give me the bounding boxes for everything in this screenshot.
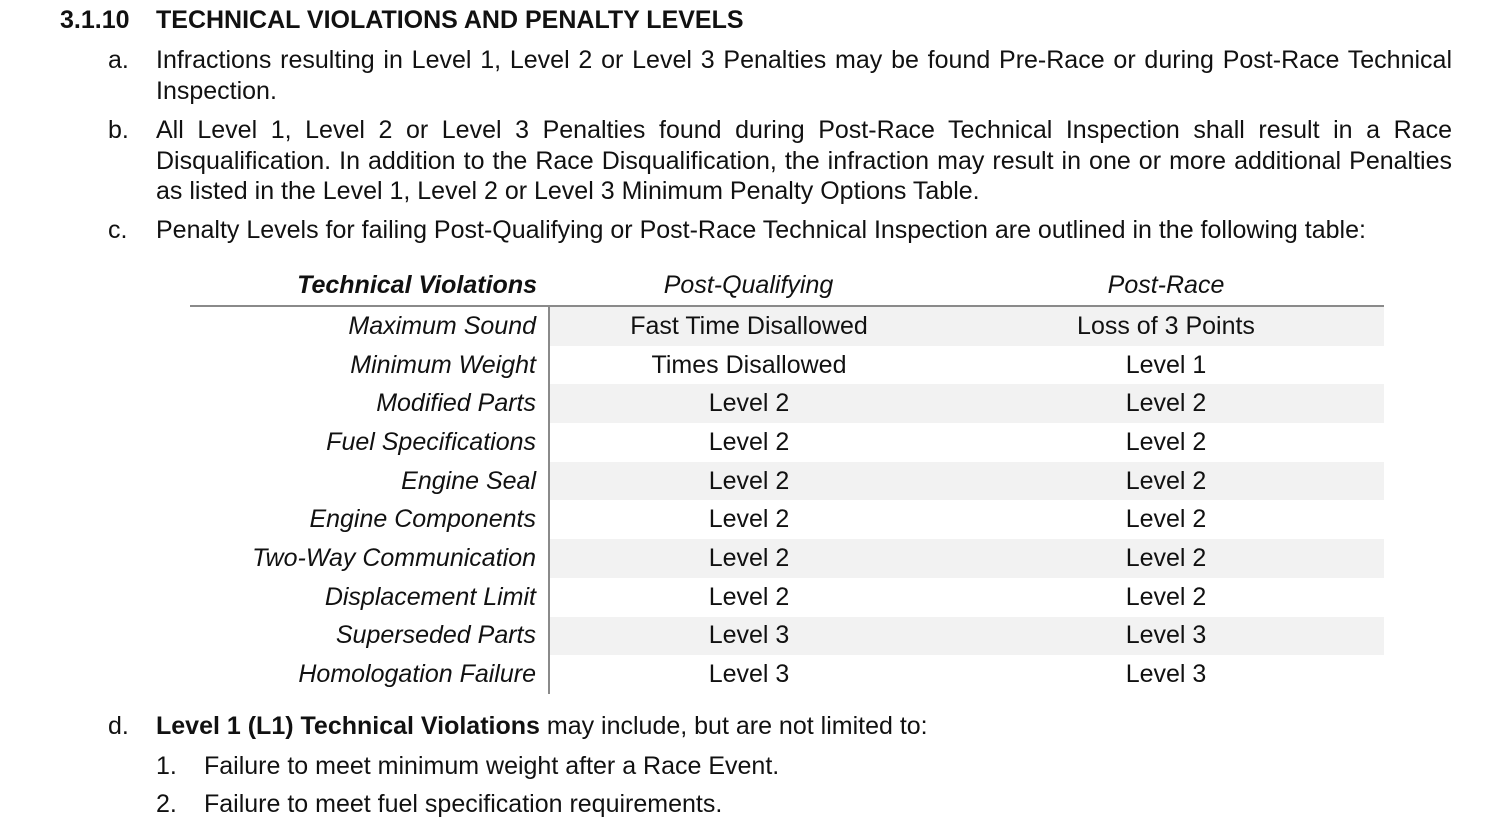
list-item-b: [108, 115, 1452, 207]
list-item-d: [108, 711, 1452, 742]
post-race-cell: Level 2: [948, 384, 1384, 423]
sub-item-number: 2.: [156, 790, 177, 818]
violation-cell: Displacement Limit: [190, 578, 549, 617]
item-text-rest: may include, but are not limited to:: [539, 712, 928, 740]
sub-item-text: Failure to meet minimum weight after a Race Event.: [204, 752, 780, 780]
post-qualifying-cell: Level 2: [708, 427, 790, 456]
table-row: [190, 423, 1384, 462]
table-row: [190, 578, 1384, 617]
sub-list-item: [156, 789, 722, 819]
violation-cell: Engine Components: [190, 500, 549, 539]
violation-cell: Homologation Failure: [190, 655, 549, 694]
table-row: [190, 500, 1384, 539]
table-row: [190, 306, 1384, 346]
item-letter: a.: [108, 46, 129, 74]
penalty-table: [190, 265, 1384, 694]
item-letter: d.: [108, 712, 129, 740]
item-text: All Level 1, Level 2 or Level 3 Penalties found during Post-Race Technical Inspection shall result in a Race Disqualification. In addition to the Race Disqualification, the infraction may result in one or more additional Penalties as listed in the Level 1, Level 2 or Level 3 Minimum Penalty Options Table.: [156, 116, 1452, 205]
violation-cell: Minimum Weight: [190, 346, 549, 385]
post-qualifying-cell: Level 2: [708, 582, 790, 611]
post-race-cell: Level 2: [948, 462, 1384, 501]
post-race-cell: Level 2: [1125, 582, 1207, 611]
post-qualifying-cell: Level 2: [708, 505, 790, 534]
item-text-bold: Level 1 (L1) Technical Violations: [156, 712, 540, 740]
violation-cell: Fuel Specifications: [190, 423, 549, 462]
violation-cell: Two-Way Communication: [190, 539, 549, 578]
list-item-a: [108, 45, 1452, 106]
post-race-cell: Loss of 3 Points: [948, 306, 1384, 346]
sub-list-item: [156, 751, 779, 781]
sub-item-number: 1.: [156, 752, 177, 780]
violation-cell: Engine Seal: [190, 462, 549, 501]
post-race-cell: Level 2: [948, 539, 1384, 578]
section-number: 3.1.10: [60, 6, 130, 34]
post-race-cell: Level 3: [1125, 660, 1207, 689]
post-race-cell: Level 3: [948, 617, 1384, 656]
post-qualifying-cell: Fast Time Disallowed: [549, 306, 948, 346]
table-row: [190, 346, 1384, 385]
violation-cell: Superseded Parts: [190, 617, 549, 656]
table-header-row: [190, 265, 1384, 306]
item-text: Infractions resulting in Level 1, Level 2 or Level 3 Penalties may be found Pre-Race or during Post-Race Technical Inspection.: [156, 46, 1452, 105]
violation-cell: Modified Parts: [190, 384, 549, 423]
item-text: Penalty Levels for failing Post-Qualifying or Post-Race Technical Inspection are outlined in the following table:: [156, 216, 1366, 244]
post-race-cell: Level 2: [1125, 505, 1207, 534]
post-qualifying-cell: Times Disallowed: [651, 350, 847, 379]
table-row: [190, 617, 1384, 656]
table-row: [190, 655, 1384, 694]
item-letter: c.: [108, 216, 128, 244]
section-title: TECHNICAL VIOLATIONS AND PENALTY LEVELS: [156, 6, 744, 34]
violation-cell: Maximum Sound: [190, 306, 549, 346]
post-qualifying-cell: Level 2: [549, 462, 948, 501]
section-heading: [60, 6, 744, 35]
header-post-qualifying: Post-Qualifying: [549, 265, 948, 306]
header-technical-violations: Technical Violations: [190, 265, 549, 306]
post-qualifying-cell: Level 3: [549, 617, 948, 656]
header-post-race: Post-Race: [948, 265, 1384, 306]
list-item-c: [108, 215, 1452, 246]
sub-item-text: Failure to meet fuel specification requirements.: [204, 790, 723, 818]
table-row: [190, 539, 1384, 578]
item-text: [156, 711, 1452, 742]
table-row: [190, 462, 1384, 501]
post-race-cell: Level 1: [1125, 350, 1207, 379]
post-qualifying-cell: Level 2: [549, 384, 948, 423]
post-race-cell: Level 2: [1125, 427, 1207, 456]
post-qualifying-cell: Level 3: [708, 660, 790, 689]
item-letter: b.: [108, 116, 129, 144]
table-row: [190, 384, 1384, 423]
post-qualifying-cell: Level 2: [549, 539, 948, 578]
